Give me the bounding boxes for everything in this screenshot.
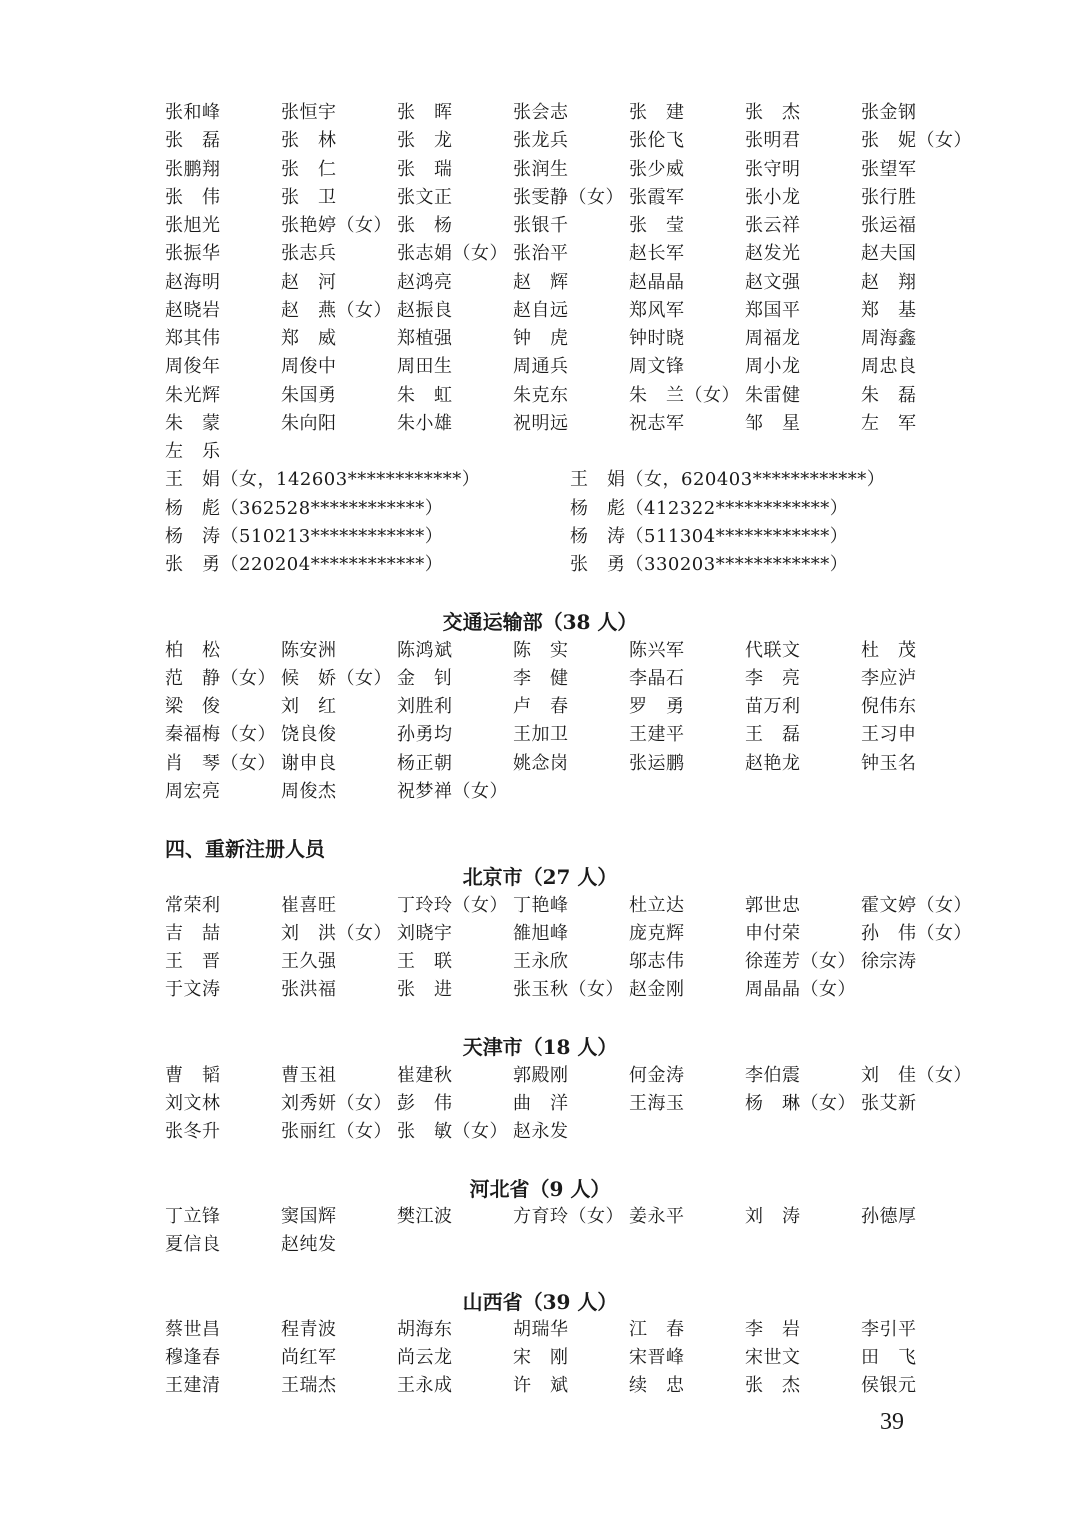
person-name: 侯银元 <box>861 1375 917 1396</box>
person-name: 李晶石 <box>629 668 685 689</box>
person-name: 左 乐 <box>165 441 221 462</box>
table-row <box>165 976 985 1004</box>
person-name: 谢申良 <box>281 753 337 774</box>
person-name: 霍文婷（女） <box>861 895 972 916</box>
person-name-with-id: 王 娟（女，620403************） <box>570 469 886 490</box>
person-name-with-id: 杨 涛（511304************） <box>570 526 849 547</box>
person-name: 宋世文 <box>745 1347 801 1368</box>
table-row <box>165 1372 985 1400</box>
person-name: 杜 茂 <box>861 640 917 661</box>
person-name: 张 莹 <box>629 215 685 236</box>
person-name: 陈安洲 <box>281 640 337 661</box>
person-name: 朱 兰（女） <box>629 385 740 406</box>
person-name: 张 晖 <box>397 102 453 123</box>
person-name: 张文正 <box>397 187 453 208</box>
person-name: 张冬升 <box>165 1121 221 1142</box>
person-name: 丁艳峰 <box>513 895 569 916</box>
section-heading-transport: 交通运输部（38 人） <box>442 610 638 634</box>
person-name: 李应泸 <box>861 668 917 689</box>
person-name: 张望军 <box>861 159 917 180</box>
person-name: 程青波 <box>281 1319 337 1340</box>
table-row <box>165 948 985 976</box>
person-name: 申付荣 <box>745 923 801 944</box>
person-name: 李 岩 <box>745 1319 801 1340</box>
person-name: 周俊年 <box>165 356 221 377</box>
table-row <box>165 721 985 749</box>
person-name: 张 杰 <box>745 102 801 123</box>
table-row <box>165 127 985 155</box>
person-name: 周俊中 <box>281 356 337 377</box>
table-row <box>165 750 985 778</box>
person-name: 张志娟（女） <box>397 243 508 264</box>
person-name: 张和峰 <box>165 102 221 123</box>
person-name: 朱光辉 <box>165 385 221 406</box>
person-name: 徐莲芳（女） <box>745 951 856 972</box>
table-row <box>165 99 985 127</box>
person-name: 朱向阳 <box>281 413 337 434</box>
person-name: 周俊杰 <box>281 781 337 802</box>
person-name: 陈兴军 <box>629 640 685 661</box>
person-name: 张 瑞 <box>397 159 453 180</box>
person-name: 赵艳龙 <box>745 753 801 774</box>
person-name: 张云祥 <box>745 215 801 236</box>
person-name: 钟时晓 <box>629 328 685 349</box>
person-name: 张会志 <box>513 102 569 123</box>
person-name: 邹 星 <box>745 413 801 434</box>
person-name: 朱国勇 <box>281 385 337 406</box>
table-row <box>165 665 985 693</box>
person-name: 范 静（女） <box>165 668 276 689</box>
person-name: 张 龙 <box>397 130 453 151</box>
person-name: 张小龙 <box>745 187 801 208</box>
page-number: 39 <box>880 1409 904 1435</box>
table-row <box>165 1062 985 1090</box>
person-name: 彭 伟 <box>397 1093 453 1114</box>
person-name: 张 进 <box>397 979 453 1000</box>
person-name: 张治平 <box>513 243 569 264</box>
person-name: 吉 喆 <box>165 923 221 944</box>
person-name: 曹玉祖 <box>281 1065 337 1086</box>
person-name: 朱克东 <box>513 385 569 406</box>
table-row <box>165 438 985 466</box>
person-name: 张志兵 <box>281 243 337 264</box>
section-heading-hebei: 河北省（9 人） <box>469 1177 611 1201</box>
table-row <box>165 495 985 523</box>
table-row <box>165 523 985 551</box>
person-name: 张行胜 <box>861 187 917 208</box>
table-row <box>165 297 985 325</box>
person-name: 赵 燕（女） <box>281 300 392 321</box>
table-row <box>165 1090 985 1118</box>
person-name: 刘 红 <box>281 696 337 717</box>
person-name: 姜永平 <box>629 1206 685 1227</box>
person-name: 赵鸿亮 <box>397 272 453 293</box>
person-name: 杜立达 <box>629 895 685 916</box>
person-name: 徐宗涛 <box>861 951 917 972</box>
person-name: 张守明 <box>745 159 801 180</box>
person-name: 卢 春 <box>513 696 569 717</box>
person-name: 蔡世昌 <box>165 1319 221 1340</box>
table-row <box>165 325 985 353</box>
person-name: 张 妮（女） <box>861 130 972 151</box>
person-name: 钟玉名 <box>861 753 917 774</box>
person-name: 张鹏翔 <box>165 159 221 180</box>
person-name: 祝明远 <box>513 413 569 434</box>
person-name: 张 伟 <box>165 187 221 208</box>
person-name: 赵海明 <box>165 272 221 293</box>
person-name: 方育玲（女） <box>513 1206 624 1227</box>
person-name-with-id: 杨 涛（510213************） <box>165 526 444 547</box>
person-name: 尚红军 <box>281 1347 337 1368</box>
person-name: 周小龙 <box>745 356 801 377</box>
person-name: 胡瑞华 <box>513 1319 569 1340</box>
person-name: 肖 琴（女） <box>165 753 276 774</box>
person-name: 杨正朝 <box>397 753 453 774</box>
person-name: 柏 松 <box>165 640 221 661</box>
person-name: 张艾新 <box>861 1093 917 1114</box>
person-name: 刘 洪（女） <box>281 923 392 944</box>
person-name: 张艳婷（女） <box>281 215 392 236</box>
table-row <box>165 920 985 948</box>
person-name: 周文锋 <box>629 356 685 377</box>
table-row <box>165 892 985 920</box>
person-name: 郑 基 <box>861 300 917 321</box>
person-name-with-id: 张 勇（330203************） <box>570 554 849 575</box>
person-name: 张恒宇 <box>281 102 337 123</box>
table-row <box>165 156 985 184</box>
person-name: 周宏亮 <box>165 781 221 802</box>
person-name: 张玉秋（女） <box>513 979 624 1000</box>
person-name: 张银千 <box>513 215 569 236</box>
person-name: 张明君 <box>745 130 801 151</box>
table-row <box>165 1203 985 1231</box>
table-row <box>165 1231 985 1259</box>
person-name: 赵金刚 <box>629 979 685 1000</box>
person-name: 张振华 <box>165 243 221 264</box>
table-row <box>165 637 985 665</box>
person-name: 周福龙 <box>745 328 801 349</box>
person-name: 赵文强 <box>745 272 801 293</box>
person-name: 赵夫国 <box>861 243 917 264</box>
person-name: 赵纯发 <box>281 1234 337 1255</box>
person-name: 王永欣 <box>513 951 569 972</box>
table-row <box>165 212 985 240</box>
person-name: 何金涛 <box>629 1065 685 1086</box>
person-name: 田 飞 <box>861 1347 917 1368</box>
person-name: 刘秀妍（女） <box>281 1093 392 1114</box>
person-name: 张旭光 <box>165 215 221 236</box>
table-row <box>165 1344 985 1372</box>
person-name: 赵 河 <box>281 272 337 293</box>
person-name: 郑植强 <box>397 328 453 349</box>
person-name: 陈鸿斌 <box>397 640 453 661</box>
person-name: 张运福 <box>861 215 917 236</box>
person-name-with-id: 张 勇（220204************） <box>165 554 444 575</box>
person-name: 崔建秋 <box>397 1065 453 1086</box>
person-name: 李伯震 <box>745 1065 801 1086</box>
person-name: 江 春 <box>629 1319 685 1340</box>
person-name: 张润生 <box>513 159 569 180</box>
person-name: 张 仁 <box>281 159 337 180</box>
person-name-with-id: 王 娟（女，142603************） <box>165 469 481 490</box>
person-name-with-id: 杨 彪（362528************） <box>165 498 444 519</box>
person-name: 郭殿刚 <box>513 1065 569 1086</box>
person-name: 赵晓岩 <box>165 300 221 321</box>
person-name: 杨 琳（女） <box>745 1093 856 1114</box>
person-name: 赵晶晶 <box>629 272 685 293</box>
person-name: 郭世忠 <box>745 895 801 916</box>
table-row <box>165 269 985 297</box>
person-name: 宋 刚 <box>513 1347 569 1368</box>
person-name: 雒旭峰 <box>513 923 569 944</box>
person-name: 罗 勇 <box>629 696 685 717</box>
person-name: 候 娇（女） <box>281 668 392 689</box>
person-name: 张伦飞 <box>629 130 685 151</box>
person-name: 饶良俊 <box>281 724 337 745</box>
person-name: 丁立锋 <box>165 1206 221 1227</box>
table-row <box>165 184 985 212</box>
person-name: 赵长军 <box>629 243 685 264</box>
table-row <box>165 466 985 494</box>
person-name: 王建清 <box>165 1375 221 1396</box>
person-name-with-id: 杨 彪（412322************） <box>570 498 849 519</box>
person-name: 张 杨 <box>397 215 453 236</box>
person-name: 刘 佳（女） <box>861 1065 972 1086</box>
person-name: 钟 虎 <box>513 328 569 349</box>
person-name: 王海玉 <box>629 1093 685 1114</box>
person-name: 胡海东 <box>397 1319 453 1340</box>
person-name: 宋晋峰 <box>629 1347 685 1368</box>
person-name: 周忠良 <box>861 356 917 377</box>
person-name: 张少威 <box>629 159 685 180</box>
table-row <box>165 1316 985 1344</box>
table-row <box>165 1118 985 1146</box>
person-name: 曲 洋 <box>513 1093 569 1114</box>
person-name: 窦国辉 <box>281 1206 337 1227</box>
person-name: 倪伟东 <box>861 696 917 717</box>
person-name: 李 亮 <box>745 668 801 689</box>
person-name: 朱 磊 <box>861 385 917 406</box>
person-name: 朱 蒙 <box>165 413 221 434</box>
person-name: 王习申 <box>861 724 917 745</box>
person-name: 张丽红（女） <box>281 1121 392 1142</box>
person-name: 孙勇均 <box>397 724 453 745</box>
person-name: 周田生 <box>397 356 453 377</box>
person-name: 赵 辉 <box>513 272 569 293</box>
person-name: 赵振良 <box>397 300 453 321</box>
person-name: 张 建 <box>629 102 685 123</box>
person-name: 夏信良 <box>165 1234 221 1255</box>
person-name: 郑 威 <box>281 328 337 349</box>
person-name: 张 杰 <box>745 1375 801 1396</box>
person-name: 樊江波 <box>397 1206 453 1227</box>
person-name: 孙 伟（女） <box>861 923 972 944</box>
person-name: 张雯静（女） <box>513 187 624 208</box>
person-name: 王 晋 <box>165 951 221 972</box>
table-row <box>165 551 985 579</box>
person-name: 曹 韬 <box>165 1065 221 1086</box>
person-name: 王建平 <box>629 724 685 745</box>
person-name: 秦福梅（女） <box>165 724 276 745</box>
table-row <box>165 410 985 438</box>
table-row <box>165 693 985 721</box>
person-name: 祝志军 <box>629 413 685 434</box>
person-name: 张运鹏 <box>629 753 685 774</box>
person-name: 朱 虹 <box>397 385 453 406</box>
person-name: 张金钢 <box>861 102 917 123</box>
section-title-reregistered: 四、重新注册人员 <box>165 837 325 861</box>
person-name: 崔喜旺 <box>281 895 337 916</box>
section-heading-tianjin: 天津市（18 人） <box>462 1035 618 1059</box>
person-name: 穆逢春 <box>165 1347 221 1368</box>
person-name: 代联文 <box>745 640 801 661</box>
person-name: 梁 俊 <box>165 696 221 717</box>
person-name: 张 磊 <box>165 130 221 151</box>
person-name: 张霞军 <box>629 187 685 208</box>
person-name: 赵 翔 <box>861 272 917 293</box>
person-name: 王永成 <box>397 1375 453 1396</box>
person-name: 周晶晶（女） <box>745 979 856 1000</box>
person-name: 孙德厚 <box>861 1206 917 1227</box>
person-name: 祝梦禅（女） <box>397 781 508 802</box>
person-name: 张龙兵 <box>513 130 569 151</box>
person-name: 周海鑫 <box>861 328 917 349</box>
person-name: 张 敏（女） <box>397 1121 508 1142</box>
person-name: 郑国平 <box>745 300 801 321</box>
person-name: 郑风军 <box>629 300 685 321</box>
person-name: 周通兵 <box>513 356 569 377</box>
table-row <box>165 353 985 381</box>
person-name: 许 斌 <box>513 1375 569 1396</box>
person-name: 张 林 <box>281 130 337 151</box>
person-name: 刘胜利 <box>397 696 453 717</box>
person-name: 赵自远 <box>513 300 569 321</box>
person-name: 常荣利 <box>165 895 221 916</box>
person-name: 刘晓宇 <box>397 923 453 944</box>
person-name: 王 联 <box>397 951 453 972</box>
person-name: 庞克辉 <box>629 923 685 944</box>
person-name: 赵发光 <box>745 243 801 264</box>
person-name: 丁玲玲（女） <box>397 895 508 916</box>
person-name: 王瑞杰 <box>281 1375 337 1396</box>
person-name: 王加卫 <box>513 724 569 745</box>
person-name: 刘文林 <box>165 1093 221 1114</box>
person-name: 朱雷健 <box>745 385 801 406</box>
person-name: 左 军 <box>861 413 917 434</box>
section-heading-shanxi: 山西省（39 人） <box>462 1290 618 1314</box>
person-name: 李引平 <box>861 1319 917 1340</box>
person-name: 王久强 <box>281 951 337 972</box>
person-name: 苗万利 <box>745 696 801 717</box>
table-row <box>165 778 985 806</box>
person-name: 金 钊 <box>397 668 453 689</box>
person-name: 邬志伟 <box>629 951 685 972</box>
person-name: 王 磊 <box>745 724 801 745</box>
person-name: 刘 涛 <box>745 1206 801 1227</box>
section-heading-beijing: 北京市（27 人） <box>462 865 618 889</box>
person-name: 李 健 <box>513 668 569 689</box>
person-name: 张洪福 <box>281 979 337 1000</box>
person-name: 续 忠 <box>629 1375 685 1396</box>
person-name: 郑其伟 <box>165 328 221 349</box>
table-row <box>165 240 985 268</box>
person-name: 朱小雄 <box>397 413 453 434</box>
person-name: 尚云龙 <box>397 1347 453 1368</box>
table-row <box>165 382 985 410</box>
person-name: 姚念岗 <box>513 753 569 774</box>
person-name: 赵永发 <box>513 1121 569 1142</box>
person-name: 于文涛 <box>165 979 221 1000</box>
person-name: 张 卫 <box>281 187 337 208</box>
person-name: 陈 实 <box>513 640 569 661</box>
